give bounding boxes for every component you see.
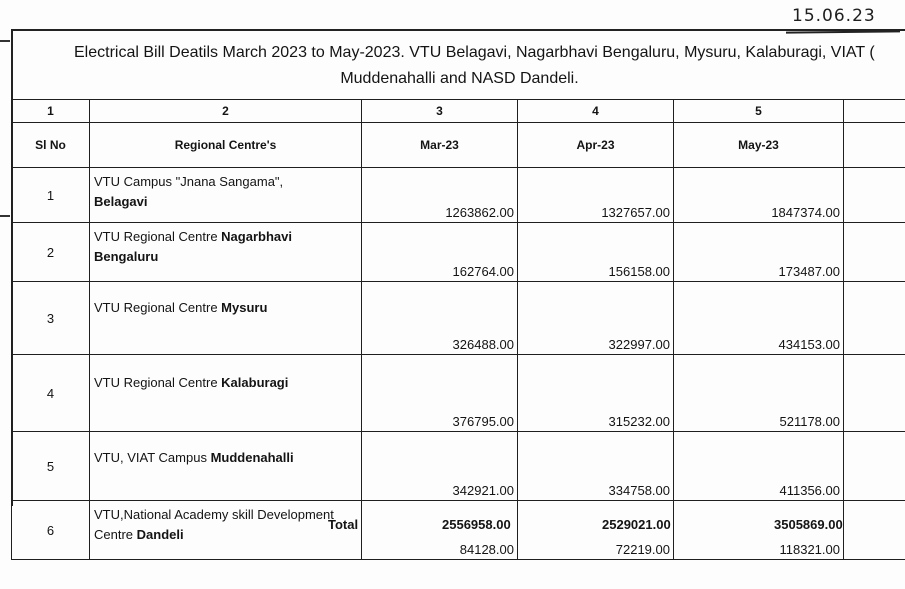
amount-apr: 334758.00 <box>518 432 674 501</box>
regional-centre <box>90 282 362 355</box>
total-label: Total <box>328 517 359 532</box>
extra-cell <box>844 501 905 560</box>
amount-may: 434153.00 <box>674 282 844 355</box>
amount-apr: 315232.00 <box>518 355 674 432</box>
amount-apr: 156158.00 <box>518 223 674 282</box>
extra-cell <box>844 168 905 223</box>
column-number: 3 <box>362 100 518 123</box>
header-mar-23: Mar-23 <box>362 123 518 168</box>
centre-location: Dandeli <box>136 527 184 542</box>
centre-location: Muddenahalli <box>210 450 294 465</box>
table-row <box>12 355 905 432</box>
amount-mar: 342921.00 <box>362 432 518 501</box>
amount-mar: 84128.00 <box>362 501 518 560</box>
sl-no: 2 <box>12 223 90 282</box>
amount-may: 521178.00 <box>674 355 844 432</box>
centre-location: Kalaburagi <box>221 375 289 390</box>
handwritten-date: 15.06.23 <box>792 6 876 26</box>
extra-cell <box>844 282 905 355</box>
extra-cell <box>844 432 905 501</box>
header-row <box>12 123 905 168</box>
document-title <box>14 40 905 92</box>
amount-apr: 1327657.00 <box>518 168 674 223</box>
centre-name: VTU,National Academy skill Development Centre <box>94 507 334 542</box>
sl-no: 5 <box>12 432 90 501</box>
regional-centre <box>90 223 362 282</box>
total-apr: 2529021.00 <box>602 517 671 532</box>
column-number: 5 <box>674 100 844 123</box>
regional-centre <box>90 501 362 560</box>
centre-name: VTU Regional Centre <box>94 375 222 390</box>
header-may-23: May-23 <box>674 123 844 168</box>
table-row <box>12 168 905 223</box>
amount-apr: 322997.00 <box>518 282 674 355</box>
sl-no: 1 <box>12 168 90 223</box>
column-number: 4 <box>518 100 674 123</box>
amount-may: 118321.00 <box>674 501 844 560</box>
amount-mar: 162764.00 <box>362 223 518 282</box>
amount-mar: 326488.00 <box>362 282 518 355</box>
header-regional-centre: Regional Centre's <box>90 123 362 168</box>
amount-mar: 376795.00 <box>362 355 518 432</box>
header-sl-no: Sl No <box>12 123 90 168</box>
column-number <box>844 100 905 123</box>
edge-mark <box>0 40 10 42</box>
title-line-1: Electrical Bill Deatils March 2023 to May-2023. VTU Belagavi, Nagarbhavi Bengaluru, Mysuru, Kalaburagi, VIAT ( <box>74 44 875 61</box>
column-number-row <box>12 100 905 123</box>
extra-cell <box>844 355 905 432</box>
amount-mar: 1263862.00 <box>362 168 518 223</box>
centre-name: VTU Regional Centre <box>94 300 222 315</box>
sl-no: 3 <box>12 282 90 355</box>
centre-location: Mysuru <box>221 300 268 315</box>
amount-may: 411356.00 <box>674 432 844 501</box>
column-number: 2 <box>90 100 362 123</box>
amount-may: 173487.00 <box>674 223 844 282</box>
header-apr-23: Apr-23 <box>518 123 674 168</box>
sl-no: 4 <box>12 355 90 432</box>
centre-name: VTU, VIAT Campus <box>94 450 211 465</box>
frame-top-border <box>11 29 905 31</box>
centre-name: VTU Regional Centre <box>94 229 222 244</box>
table-row <box>12 282 905 355</box>
regional-centre <box>90 168 362 223</box>
header-extra <box>844 123 905 168</box>
title-line-2: Muddenahalli and NASD Dandeli. <box>340 70 579 87</box>
centre-name: VTU Campus "Jnana Sangama", <box>94 174 284 189</box>
total-mar: 2556958.00 <box>442 517 511 532</box>
centre-location: Nagarbhavi Bengaluru <box>94 229 292 264</box>
sl-no: 6 <box>12 501 90 560</box>
extra-cell <box>844 223 905 282</box>
regional-centre <box>90 355 362 432</box>
column-number: 1 <box>12 100 90 123</box>
centre-location: Belagavi <box>94 194 148 209</box>
electricity-bill-table <box>11 99 905 560</box>
regional-centre <box>90 432 362 501</box>
table-row <box>12 432 905 501</box>
table-row <box>12 223 905 282</box>
total-may: 3505869.00 <box>774 517 843 532</box>
edge-mark <box>0 215 10 217</box>
amount-apr: 72219.00 <box>518 501 674 560</box>
amount-may: 1847374.00 <box>674 168 844 223</box>
